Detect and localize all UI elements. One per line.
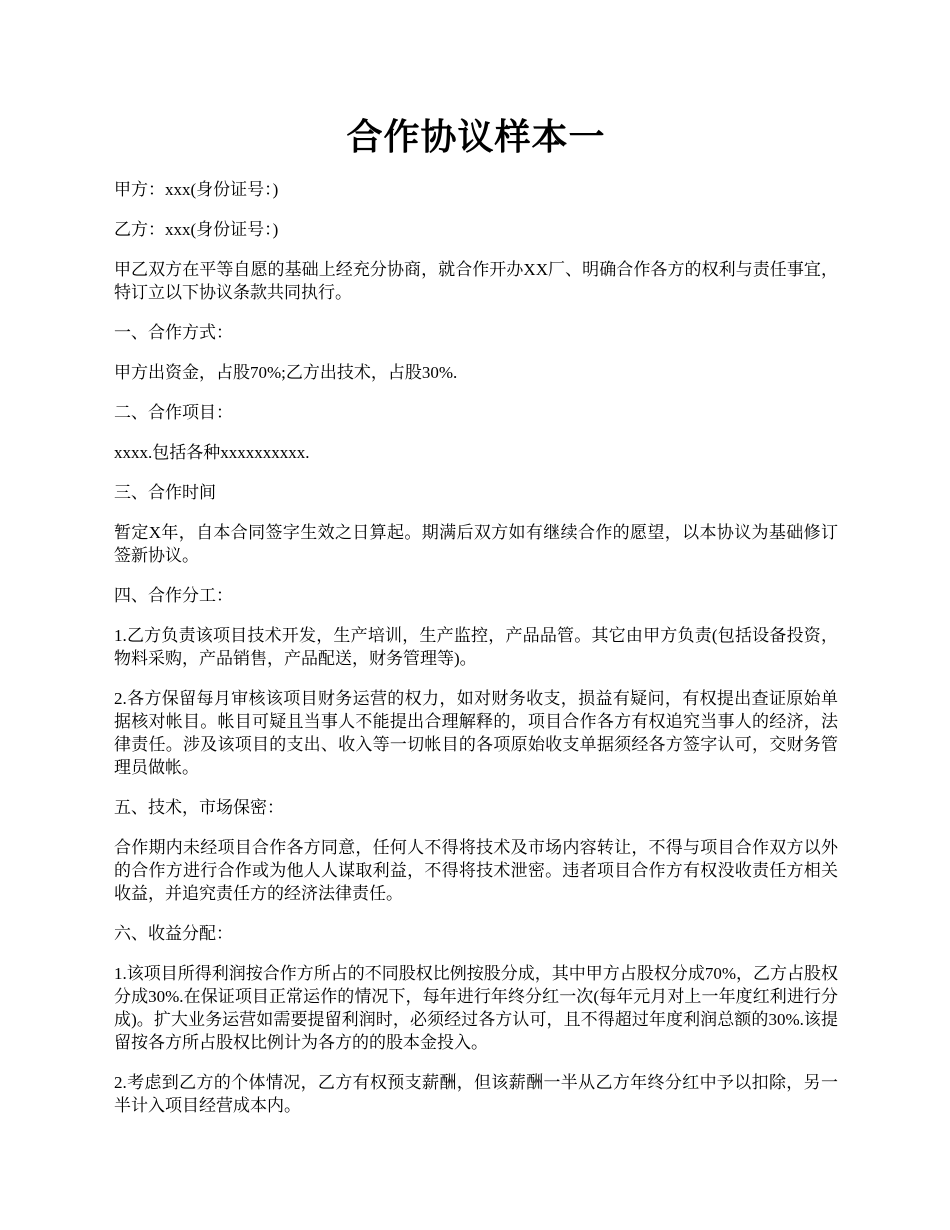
preamble-paragraph: 甲乙双方在平等自愿的基础上经充分协商，就合作开办XX厂、明确合作各方的权利与责任事宜，特订立以下协议条款共同执行。 (114, 260, 838, 302)
section-heading-division-of-labor: 四、合作分工： (114, 586, 233, 605)
section-heading-cooperation-project: 二、合作项目： (114, 403, 233, 422)
party-b-line: 乙方：xxx(身份证号：) (114, 220, 279, 239)
profit-distribution-item-2: 2.考虑到乙方的个体情况，乙方有权预支薪酬，但该薪酬一半从乙方年终分红中予以扣除，另一半计入项目经营成本内。 (114, 1073, 838, 1115)
cooperation-time-paragraph: 暂定X年，自本合同签字生效之日算起。期满后双方如有继续合作的愿望，以本协议为基础修订签新协议。 (114, 523, 838, 565)
division-of-labor-item-1: 1.乙方负责该项目技术开发，生产培训，生产监控，产品品管。其它由甲方负责(包括设备投资，物料采购，产品销售，产品配送，财务管理等)。 (114, 626, 838, 668)
party-a-line: 甲方：xxx(身份证号：) (114, 180, 279, 199)
section-heading-confidentiality: 五、技术，市场保密： (114, 798, 284, 817)
division-of-labor-item-2: 2.各方保留每月审核该项目财务运营的权力，如对财务收支，损益有疑问，有权提出查证原始单据核对帐目。帐目可疑且当事人不能提出合理解释的，项目合作各方有权追究当事人的经济，法律责任。涉及该项目的支出、收入等一切帐目的各项原始收支单据须经各方签字认可，交财务管理员做帐。 (114, 689, 838, 777)
cooperation-method-paragraph: 甲方出资金，占股70%;乙方出技术，占股30%. (114, 363, 458, 382)
section-heading-cooperation-time: 三、合作时间 (114, 483, 216, 502)
document-page (114, 112, 838, 1134)
section-heading-profit-distribution: 六、收益分配： (114, 924, 233, 943)
section-heading-cooperation-method: 一、合作方式： (114, 323, 233, 342)
document-title: 合作协议样本一 (346, 117, 606, 157)
profit-distribution-item-1: 1.该项目所得利润按合作方所占的不同股权比例按股分成，其中甲方占股权分成70%，乙方占股权分成30%.在保证项目正常运作的情况下，每年进行年终分红一次(每年元月对上一年度红利进行分成)。扩大业务运营如需要提留利润时，必须经过各方认可，且不得超过年度利润总额的30%.该提留按各方所占股权比例计为各方的的股本金投入。 (114, 964, 838, 1052)
confidentiality-paragraph: 合作期内未经项目合作各方同意，任何人不得将技术及市场内容转让，不得与项目合作双方以外的合作方进行合作或为他人人谋取利益，不得将技术泄密。违者项目合作方有权没收责任方相关收益，并追究责任方的经济法律责任。 (114, 838, 838, 903)
cooperation-project-paragraph: xxxx.包括各种xxxxxxxxxx. (114, 443, 310, 462)
